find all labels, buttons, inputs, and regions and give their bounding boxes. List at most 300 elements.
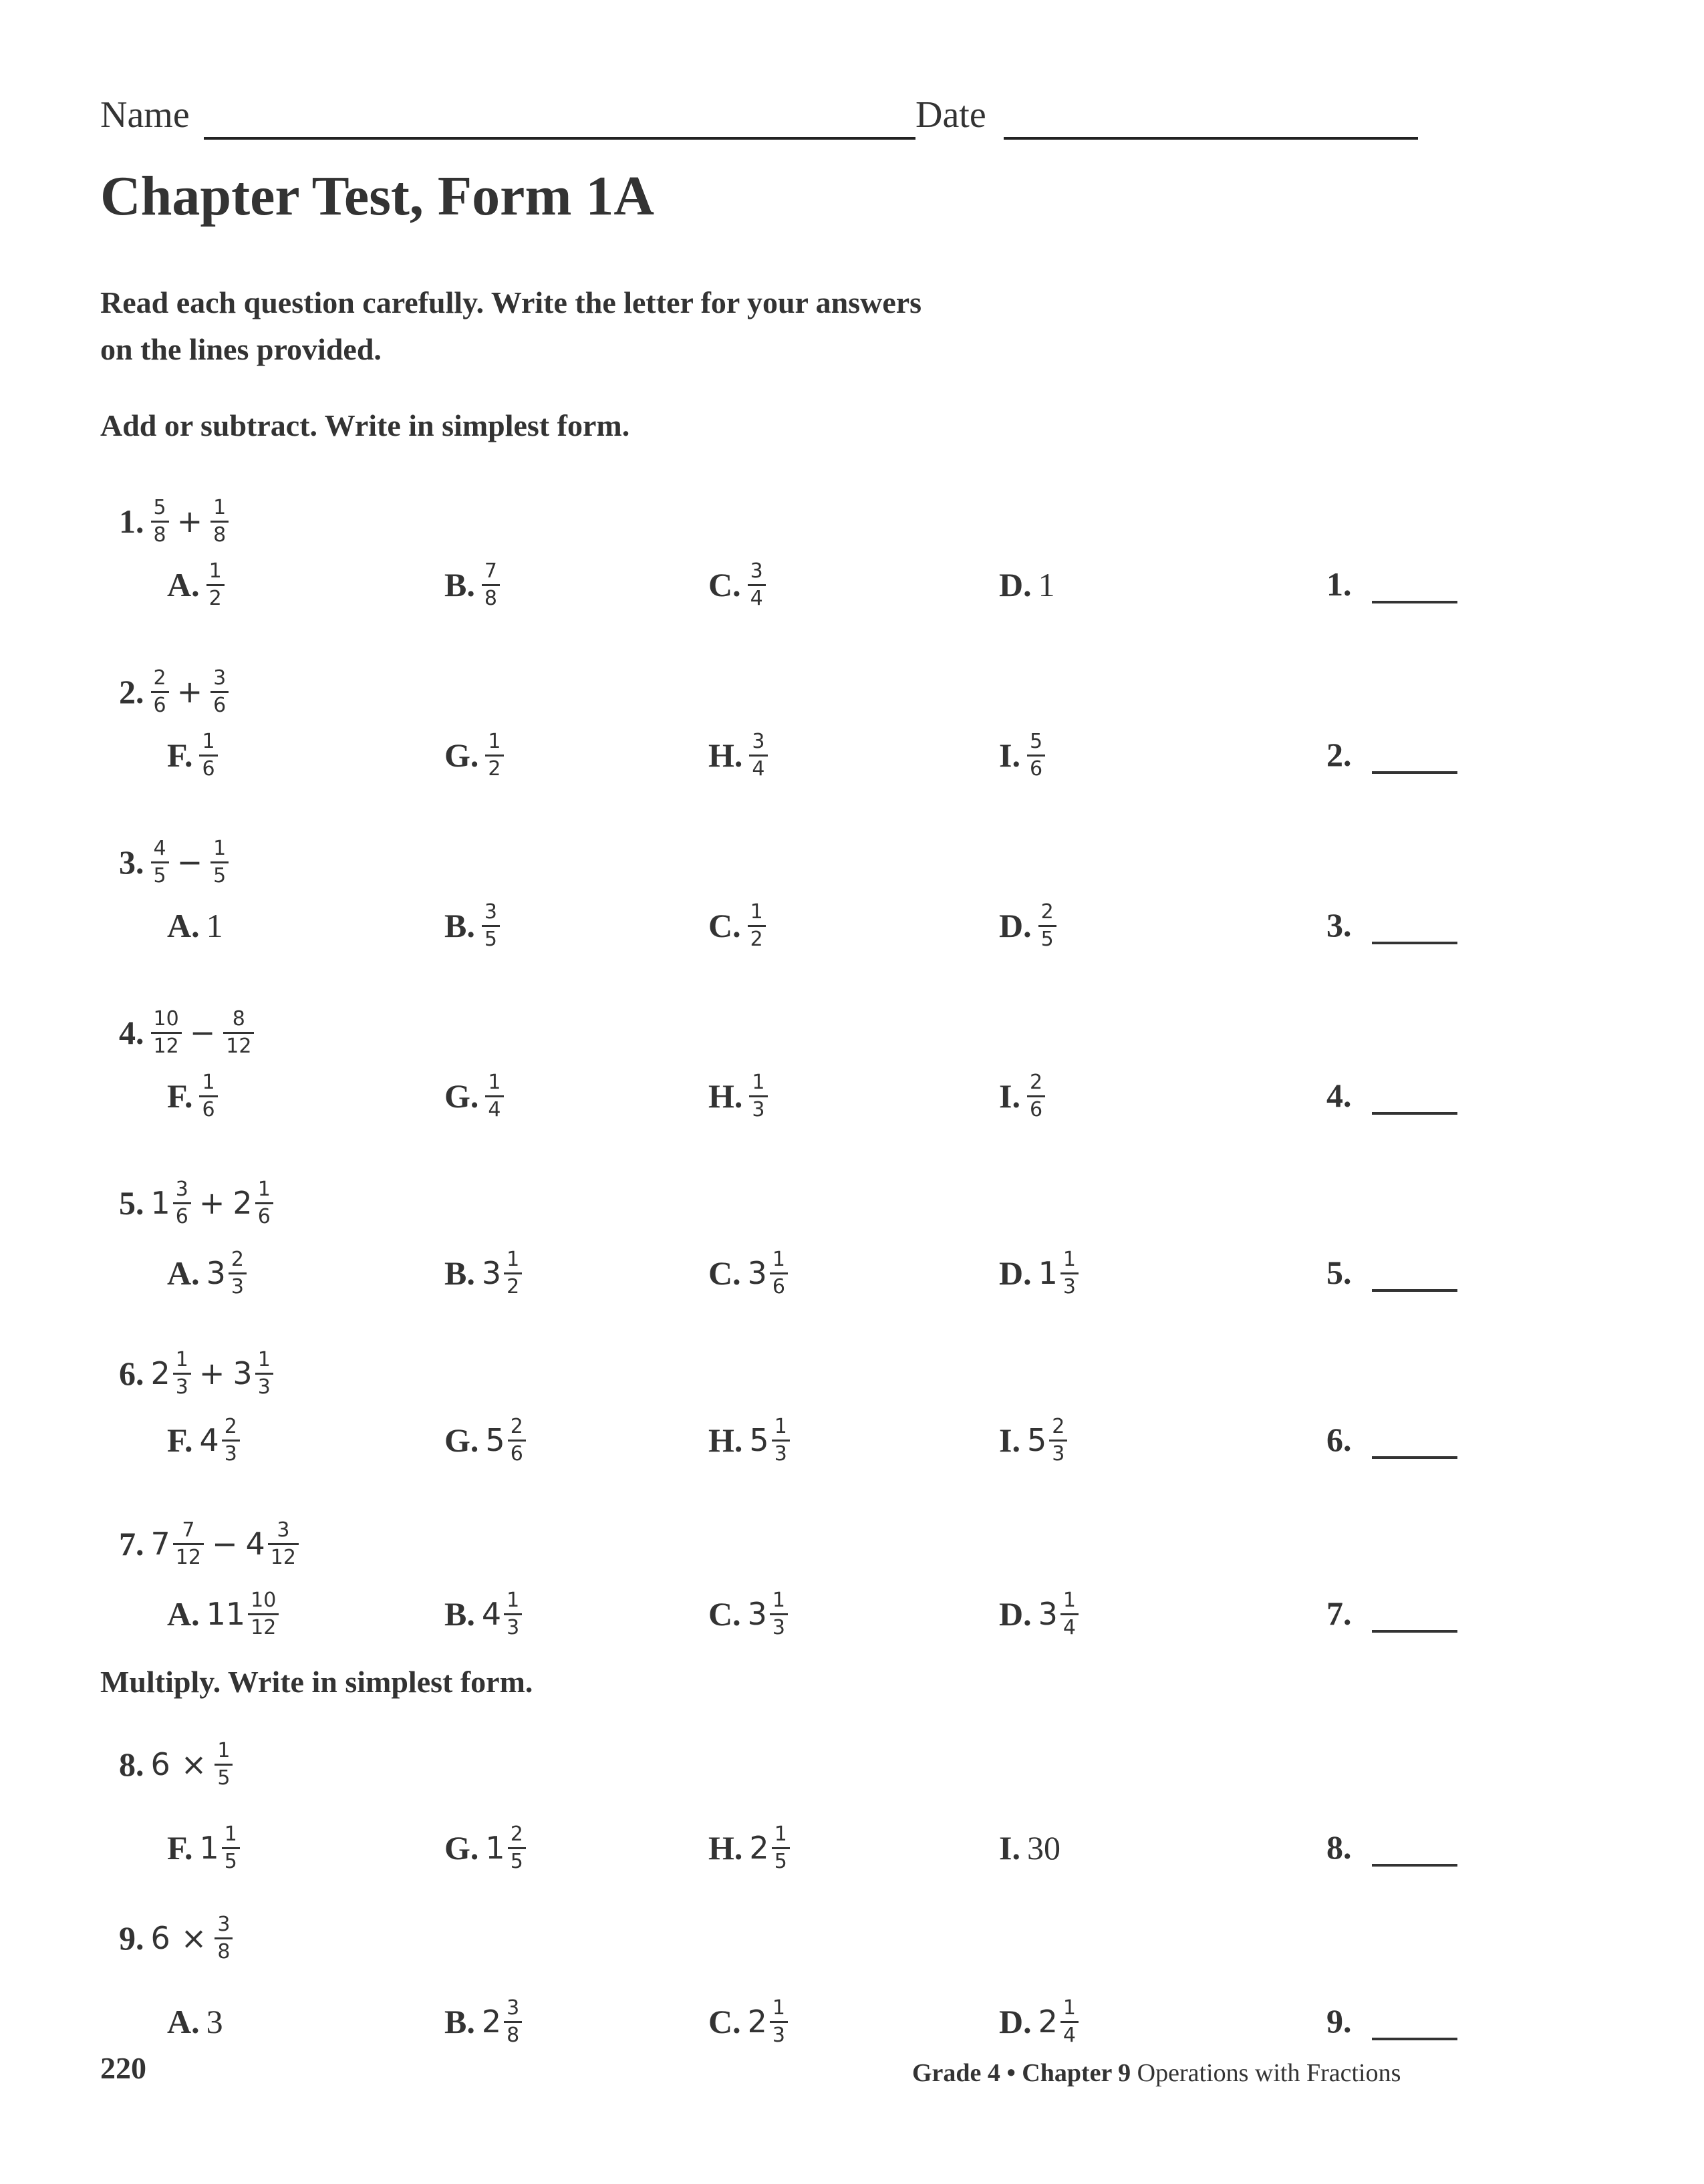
answer-line-7 xyxy=(1326,1594,1457,1633)
option-2-d[interactable] xyxy=(999,718,1045,792)
instructions-line-1: Read each question carefully. Write the letter for your answers xyxy=(100,285,922,319)
option-letter: A. xyxy=(167,2003,200,2040)
denominator: 5 xyxy=(217,1766,231,1790)
fraction xyxy=(173,1177,191,1230)
answer-value: 1 xyxy=(1038,566,1055,603)
numerator: 1 xyxy=(1062,1588,1076,1612)
option-letter: B. xyxy=(444,1254,475,1292)
whole-number: 3 xyxy=(1038,1596,1058,1632)
footer-chapter: Chapter 9 xyxy=(1022,2059,1131,2087)
denominator: 3 xyxy=(772,1615,785,1639)
numerator: 10 xyxy=(153,1006,179,1031)
option-letter: F. xyxy=(167,1421,193,1459)
whole-number: 3 xyxy=(481,1255,502,1291)
operator: × xyxy=(180,1746,207,1782)
page-title: Chapter Test, Form 1A xyxy=(100,165,655,227)
option-letter: I. xyxy=(999,1421,1020,1459)
fraction xyxy=(210,666,229,718)
option-letter: F. xyxy=(167,1077,193,1115)
option-letter: C. xyxy=(708,1254,741,1292)
answer-blank[interactable] xyxy=(1372,765,1457,774)
denominator: 8 xyxy=(213,523,227,547)
denominator: 12 xyxy=(251,1615,277,1639)
denominator: 6 xyxy=(1029,757,1043,781)
denominator: 6 xyxy=(257,1204,271,1228)
numerator: 2 xyxy=(1029,1070,1043,1094)
option-2-a[interactable] xyxy=(167,718,218,792)
denominator: 4 xyxy=(1062,2023,1076,2047)
option-letter: D. xyxy=(999,566,1032,603)
date-label: Date xyxy=(915,94,986,136)
fraction xyxy=(749,1070,767,1123)
option-2-c[interactable] xyxy=(708,718,768,792)
answer-value: 3 xyxy=(206,2003,223,2040)
answer-blank[interactable] xyxy=(1372,935,1457,944)
option-4-b[interactable] xyxy=(444,1059,504,1133)
option-8-a[interactable] xyxy=(167,1811,240,1885)
fraction xyxy=(173,1518,204,1571)
option-3-c[interactable] xyxy=(708,889,766,962)
fraction xyxy=(173,1347,191,1400)
question-number: 6. xyxy=(119,1355,144,1392)
whole-number: 4 xyxy=(481,1596,502,1632)
option-1-a[interactable] xyxy=(167,548,225,622)
whole-number: 2 xyxy=(233,1185,253,1221)
denominator: 5 xyxy=(774,1849,787,1873)
denominator: 3 xyxy=(1052,1442,1065,1466)
option-letter: C. xyxy=(708,907,741,944)
denominator: 6 xyxy=(202,757,215,781)
whole-number: 1 xyxy=(1038,1255,1058,1291)
option-2-b[interactable] xyxy=(444,718,504,792)
numerator: 7 xyxy=(484,559,497,583)
numerator: 5 xyxy=(1029,729,1043,753)
question-1 xyxy=(119,485,229,558)
option-letter: C. xyxy=(708,1595,741,1633)
numerator: 1 xyxy=(217,1738,231,1762)
numerator: 3 xyxy=(507,1996,520,2020)
numerator: 1 xyxy=(1062,1247,1076,1271)
numerator: 1 xyxy=(772,1996,785,2020)
question-9 xyxy=(119,1901,233,1975)
whole-number: 6 xyxy=(150,1746,170,1782)
question-3 xyxy=(119,825,229,899)
question-8 xyxy=(119,1728,233,1801)
denominator: 3 xyxy=(224,1442,237,1466)
fraction xyxy=(199,729,217,782)
denominator: 4 xyxy=(750,586,763,610)
fraction xyxy=(206,559,225,611)
whole-number: 3 xyxy=(233,1355,253,1391)
numerator: 1 xyxy=(752,1070,765,1094)
answer-number: 8. xyxy=(1326,1828,1352,1866)
fraction xyxy=(255,1177,273,1230)
whole-number: 7 xyxy=(150,1526,170,1562)
fraction xyxy=(1038,900,1056,952)
answer-blank[interactable] xyxy=(1372,1105,1457,1115)
answer-line-6 xyxy=(1326,1420,1457,1459)
answer-blank[interactable] xyxy=(1372,1282,1457,1292)
numerator: 5 xyxy=(153,495,166,519)
numerator: 3 xyxy=(213,666,227,690)
footer-grade: Grade 4 xyxy=(912,2059,1000,2087)
denominator: 3 xyxy=(507,1615,520,1639)
fraction xyxy=(255,1347,273,1400)
operator: − xyxy=(189,1014,216,1051)
numerator: 1 xyxy=(488,1070,501,1094)
answer-number: 9. xyxy=(1326,2002,1352,2040)
answer-number: 5. xyxy=(1326,1254,1352,1291)
denominator: 6 xyxy=(213,693,227,717)
option-letter: G. xyxy=(444,1421,479,1459)
option-7-d[interactable] xyxy=(999,1577,1079,1651)
option-letter: H. xyxy=(708,736,743,774)
name-field[interactable] xyxy=(204,137,915,140)
numerator: 1 xyxy=(175,1347,188,1371)
numerator: 1 xyxy=(213,836,227,860)
denominator: 4 xyxy=(488,1097,501,1121)
question-number: 4. xyxy=(119,1014,144,1051)
answer-line-9 xyxy=(1326,2002,1457,2040)
fraction xyxy=(748,900,766,952)
fraction xyxy=(485,1070,503,1123)
numerator: 3 xyxy=(750,559,763,583)
question-number: 3. xyxy=(119,843,144,881)
option-6-c[interactable] xyxy=(708,1403,790,1477)
denominator: 8 xyxy=(484,586,497,610)
fraction xyxy=(1027,729,1045,782)
option-5-d[interactable] xyxy=(999,1236,1079,1310)
option-3-b[interactable] xyxy=(444,889,500,962)
fraction xyxy=(1060,1588,1079,1641)
denominator: 6 xyxy=(175,1204,188,1228)
numerator: 1 xyxy=(213,495,227,519)
answer-line-8 xyxy=(1326,1828,1457,1867)
numerator: 1 xyxy=(750,900,763,924)
option-letter: B. xyxy=(444,907,475,944)
denominator: 12 xyxy=(270,1545,296,1569)
whole-number: 1 xyxy=(485,1830,505,1866)
numerator: 2 xyxy=(1052,1414,1065,1438)
denominator: 3 xyxy=(231,1274,244,1299)
fraction xyxy=(223,1006,254,1059)
whole-number: 2 xyxy=(1038,2004,1058,2040)
numerator: 1 xyxy=(202,729,215,753)
option-letter: G. xyxy=(444,736,479,774)
fraction xyxy=(504,1588,522,1641)
numerator: 1 xyxy=(257,1347,271,1371)
option-letter: G. xyxy=(444,1829,479,1867)
answer-value: 1 xyxy=(206,907,223,944)
fraction xyxy=(504,1996,522,2048)
denominator: 2 xyxy=(488,757,501,781)
question-number: 5. xyxy=(119,1184,144,1222)
option-6-d[interactable] xyxy=(999,1403,1067,1477)
fraction xyxy=(508,1414,526,1467)
whole-number: 4 xyxy=(245,1526,265,1562)
numerator: 2 xyxy=(1040,900,1054,924)
denominator: 2 xyxy=(750,927,763,951)
denominator: 8 xyxy=(507,2023,520,2047)
answer-line-5 xyxy=(1326,1253,1457,1292)
option-letter: H. xyxy=(708,1421,743,1459)
instructions xyxy=(100,279,921,373)
operator: − xyxy=(211,1526,238,1562)
denominator: 3 xyxy=(1062,1274,1076,1299)
answer-blank[interactable] xyxy=(1372,594,1457,603)
option-9-c[interactable] xyxy=(708,1985,788,2058)
option-letter: F. xyxy=(167,736,193,774)
denominator: 6 xyxy=(1029,1097,1043,1121)
footer-caption xyxy=(912,2058,1401,2088)
fraction xyxy=(482,559,500,611)
operator: + xyxy=(176,674,203,710)
whole-number: 5 xyxy=(1026,1422,1047,1458)
answer-line-3 xyxy=(1326,906,1457,944)
option-5-b[interactable] xyxy=(444,1236,522,1310)
option-letter: D. xyxy=(999,1254,1032,1292)
date-field[interactable] xyxy=(1004,137,1418,140)
denominator: 6 xyxy=(153,693,166,717)
option-9-d[interactable] xyxy=(999,1985,1079,2058)
option-3-d[interactable] xyxy=(999,889,1056,962)
answer-number: 3. xyxy=(1326,906,1352,944)
whole-number: 4 xyxy=(199,1422,219,1458)
denominator: 3 xyxy=(772,2023,785,2047)
answer-blank[interactable] xyxy=(1372,1857,1457,1867)
question-number: 7. xyxy=(119,1525,144,1562)
numerator: 2 xyxy=(510,1414,523,1438)
answer-number: 1. xyxy=(1326,565,1352,603)
option-letter: I. xyxy=(999,1829,1020,1867)
option-letter: B. xyxy=(444,2003,475,2040)
operator: + xyxy=(198,1185,225,1221)
option-7-c[interactable] xyxy=(708,1577,788,1651)
numerator: 7 xyxy=(182,1518,195,1542)
option-4-c[interactable] xyxy=(708,1059,768,1133)
fraction xyxy=(215,1738,233,1791)
denominator: 8 xyxy=(153,523,166,547)
section-heading-add-subtract: Add or subtract. Write in simplest form. xyxy=(100,408,630,442)
option-9-b[interactable] xyxy=(444,1985,522,2058)
denominator: 5 xyxy=(224,1849,237,1873)
option-1-d[interactable] xyxy=(999,548,1055,622)
fraction xyxy=(482,900,500,952)
whole-number: 1 xyxy=(150,1185,170,1221)
denominator: 6 xyxy=(202,1097,215,1121)
answer-line-4 xyxy=(1326,1076,1457,1115)
option-6-b[interactable] xyxy=(444,1403,526,1477)
numerator: 1 xyxy=(507,1588,520,1612)
option-letter: D. xyxy=(999,2003,1032,2040)
answer-number: 2. xyxy=(1326,736,1352,773)
option-3-a[interactable] xyxy=(167,889,223,962)
numerator: 3 xyxy=(175,1177,188,1201)
fraction xyxy=(151,666,169,718)
option-letter: D. xyxy=(999,1595,1032,1633)
denominator: 5 xyxy=(153,863,166,888)
option-4-d[interactable] xyxy=(999,1059,1045,1133)
question-4 xyxy=(119,996,254,1069)
whole-number: 3 xyxy=(206,1255,226,1291)
answer-number: 7. xyxy=(1326,1595,1352,1632)
page-number: 220 xyxy=(100,2051,146,2085)
answer-line-2 xyxy=(1326,735,1457,774)
option-letter: A. xyxy=(167,566,200,603)
numerator: 2 xyxy=(510,1822,523,1846)
option-7-b[interactable] xyxy=(444,1577,522,1651)
numerator: 1 xyxy=(202,1070,215,1094)
numerator: 4 xyxy=(153,836,166,860)
option-letter: G. xyxy=(444,1077,479,1115)
numerator: 10 xyxy=(251,1588,277,1612)
fraction xyxy=(210,495,229,548)
option-letter: I. xyxy=(999,1077,1020,1115)
question-5 xyxy=(119,1166,273,1240)
numerator: 1 xyxy=(257,1177,271,1201)
option-1-c[interactable] xyxy=(708,548,766,622)
operator: − xyxy=(176,844,203,880)
operator: + xyxy=(198,1355,225,1391)
numerator: 1 xyxy=(488,729,501,753)
fraction xyxy=(749,729,767,782)
option-letter: A. xyxy=(167,1595,200,1633)
question-6 xyxy=(119,1337,273,1410)
denominator: 3 xyxy=(752,1097,765,1121)
answer-number: 6. xyxy=(1326,1421,1352,1458)
numerator: 1 xyxy=(774,1414,787,1438)
fraction xyxy=(151,495,169,548)
fraction xyxy=(210,836,229,889)
whole-number: 2 xyxy=(150,1355,170,1391)
fraction xyxy=(504,1247,522,1300)
option-4-a[interactable] xyxy=(167,1059,218,1133)
denominator: 5 xyxy=(1040,927,1054,951)
numerator: 1 xyxy=(774,1822,787,1846)
numerator: 1 xyxy=(507,1247,520,1271)
numerator: 1 xyxy=(1062,1996,1076,2020)
option-letter: D. xyxy=(999,907,1032,944)
option-letter: B. xyxy=(444,566,475,603)
fraction xyxy=(508,1822,526,1875)
answer-blank[interactable] xyxy=(1372,2031,1457,2040)
question-7 xyxy=(119,1507,299,1581)
fraction xyxy=(1060,1996,1079,2048)
fraction xyxy=(770,1588,788,1641)
whole-number: 3 xyxy=(747,1596,767,1632)
operator: × xyxy=(180,1920,207,1956)
denominator: 2 xyxy=(208,586,222,610)
section-heading-multiply: Multiply. Write in simplest form. xyxy=(100,1665,533,1699)
question-2 xyxy=(119,655,229,728)
fraction xyxy=(151,1006,182,1059)
denominator: 2 xyxy=(507,1274,520,1299)
whole-number: 3 xyxy=(747,1255,767,1291)
fraction xyxy=(772,1414,790,1467)
answer-blank[interactable] xyxy=(1372,1450,1457,1459)
fraction xyxy=(222,1414,240,1467)
fraction xyxy=(248,1588,279,1641)
fraction xyxy=(1049,1414,1067,1467)
footer-bullet: • xyxy=(1006,2059,1016,2087)
numerator: 8 xyxy=(232,1006,245,1031)
denominator: 6 xyxy=(510,1442,523,1466)
numerator: 3 xyxy=(217,1912,231,1936)
option-5-a[interactable] xyxy=(167,1236,247,1310)
option-letter: I. xyxy=(999,736,1020,774)
numerator: 1 xyxy=(208,559,222,583)
whole-number: 5 xyxy=(749,1422,769,1458)
whole-number: 11 xyxy=(206,1596,246,1632)
question-number: 9. xyxy=(119,1919,144,1957)
numerator: 3 xyxy=(752,729,765,753)
name-label: Name xyxy=(100,94,190,136)
answer-line-1 xyxy=(1326,565,1457,603)
whole-number: 2 xyxy=(747,2004,767,2040)
option-7-a[interactable] xyxy=(167,1577,279,1651)
whole-number: 2 xyxy=(481,2004,502,2040)
fraction xyxy=(215,1912,233,1965)
option-9-a[interactable] xyxy=(167,1985,223,2058)
answer-blank[interactable] xyxy=(1372,1623,1457,1633)
denominator: 3 xyxy=(774,1442,787,1466)
fraction xyxy=(770,1996,788,2048)
numerator: 3 xyxy=(484,900,497,924)
operator: + xyxy=(176,503,203,539)
option-letter: C. xyxy=(708,566,741,603)
denominator: 5 xyxy=(510,1849,523,1873)
option-6-a[interactable] xyxy=(167,1403,240,1477)
option-1-b[interactable] xyxy=(444,548,500,622)
denominator: 4 xyxy=(752,757,765,781)
whole-number: 2 xyxy=(749,1830,769,1866)
denominator: 12 xyxy=(175,1545,201,1569)
denominator: 3 xyxy=(257,1375,271,1399)
question-number: 2. xyxy=(119,673,144,710)
fraction xyxy=(1027,1070,1045,1123)
denominator: 3 xyxy=(175,1375,188,1399)
denominator: 12 xyxy=(153,1034,179,1058)
fraction xyxy=(199,1070,217,1123)
fraction xyxy=(222,1822,240,1875)
instructions-line-2: on the lines provided. xyxy=(100,332,382,366)
answer-number: 4. xyxy=(1326,1077,1352,1114)
whole-number: 6 xyxy=(150,1920,170,1956)
numerator: 2 xyxy=(231,1247,244,1271)
fraction xyxy=(770,1247,788,1300)
option-5-c[interactable] xyxy=(708,1236,788,1310)
numerator: 2 xyxy=(153,666,166,690)
option-letter: F. xyxy=(167,1829,193,1867)
denominator: 6 xyxy=(772,1274,785,1299)
fraction xyxy=(151,836,169,889)
fraction xyxy=(268,1518,299,1571)
option-letter: A. xyxy=(167,1254,200,1292)
question-number: 1. xyxy=(119,503,144,540)
option-8-d[interactable] xyxy=(999,1811,1060,1885)
option-8-b[interactable] xyxy=(444,1811,526,1885)
option-letter: H. xyxy=(708,1077,743,1115)
fraction xyxy=(772,1822,790,1875)
option-letter: A. xyxy=(167,907,200,944)
option-letter: C. xyxy=(708,2003,741,2040)
fraction xyxy=(1060,1247,1079,1300)
question-number: 8. xyxy=(119,1746,144,1783)
option-8-c[interactable] xyxy=(708,1811,790,1885)
denominator: 4 xyxy=(1062,1615,1076,1639)
option-letter: H. xyxy=(708,1829,743,1867)
numerator: 2 xyxy=(224,1414,237,1438)
